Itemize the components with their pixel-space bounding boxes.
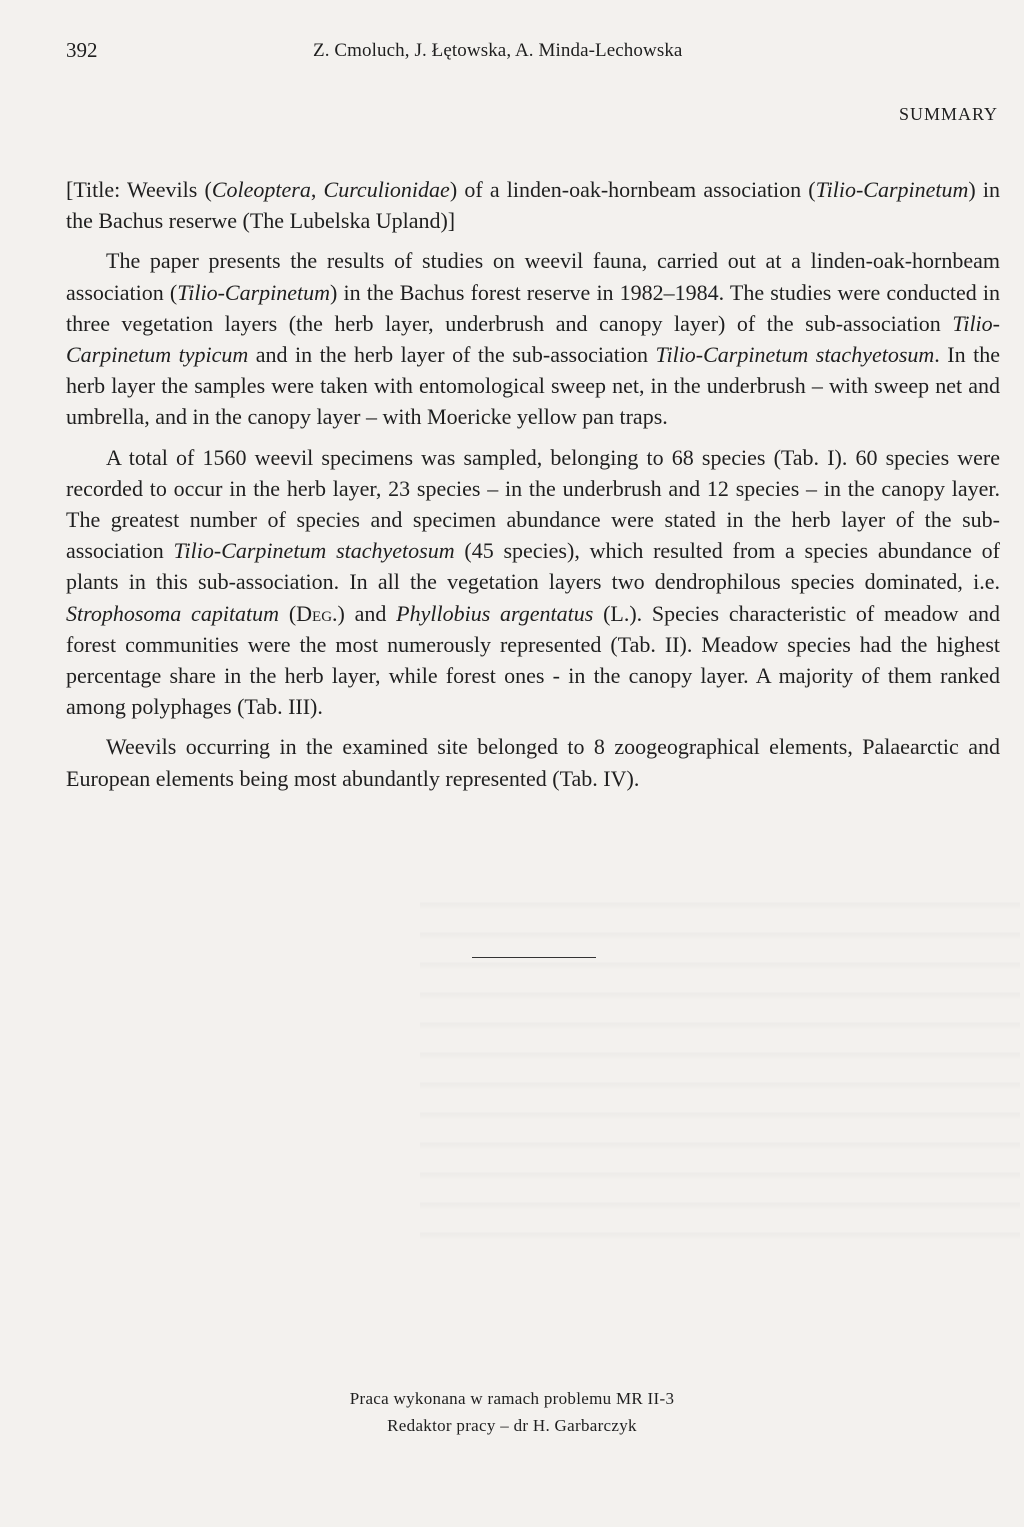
translated-title: [Title: Weevils (Coleoptera, Curculionidae) of a linden-oak-hornbeam association (Tilio-Carpinetum) in the Bachus reserwe (The Lubelska Upland)] <box>66 177 1001 234</box>
footer-funding: Praca wykonana w ramach problemu MR II-3 <box>349 1389 675 1408</box>
paragraph-results: A total of 1560 weevil specimens was sampled, belonging to 68 species (Tab. I). 60 species were recorded to occur in the herb layer, 23 species – in the underbrush and 12 species – in the canopy layer. The greatest number of species and specimen abundance were stated in the herb layer of the sub-association Tilio-Carpinetum stachyetosum (45 species), which resulted from a species abundance of plants in this sub-association. In all the vegetation layers two dendrophilous species dominated, i.e. Strophosoma capitatum (Deg.) and Phyllobius argentatus (L.). Species characteristic of meadow and forest communities were the most numerously represented (Tab. II). Meadow species had the highest percentage share in the herb layer, while forest ones - in the canopy layer. A majority of them ranked among polyphages (Tab. III). <box>66 444 1001 720</box>
paragraph-methods: The paper presents the results of studies on weevil fauna, carried out at a linden-oak-hornbeam association (Tilio-Carpinetum) in the Bachus forest reserve in 1982–1984. The studies were conducted in three vegetation layers (the herb layer, underbrush and canopy layer) of the sub-association Tilio-Carpinetum typicum and in the herb layer of the sub-association Tilio-Carpinetum stachyetosum. In the herb layer the samples were taken with entomological sweep net, in the underbrush – with sweep net and umbrella, and in the canopy layer – with Moericke yellow pan traps. <box>66 248 1001 430</box>
page-number: 392 <box>66 38 98 62</box>
summary-body <box>66 174 1000 794</box>
summary-heading: SUMMARY <box>898 104 998 124</box>
footer-editor: Redaktor pracy – dr H. Garbarczyk <box>387 1416 637 1435</box>
paragraph-zoogeography: Weevils occurring in the examined site belonged to 8 zoogeographical elements, Palaearctic and European elements being most abundantly represented (Tab. IV). <box>66 734 1000 791</box>
running-head: Z. Cmoluch, J. Łętowska, A. Minda-Lechowska <box>313 40 683 61</box>
show-through-text <box>420 880 1020 1240</box>
separator-rule <box>472 957 596 958</box>
page-header <box>66 38 998 68</box>
